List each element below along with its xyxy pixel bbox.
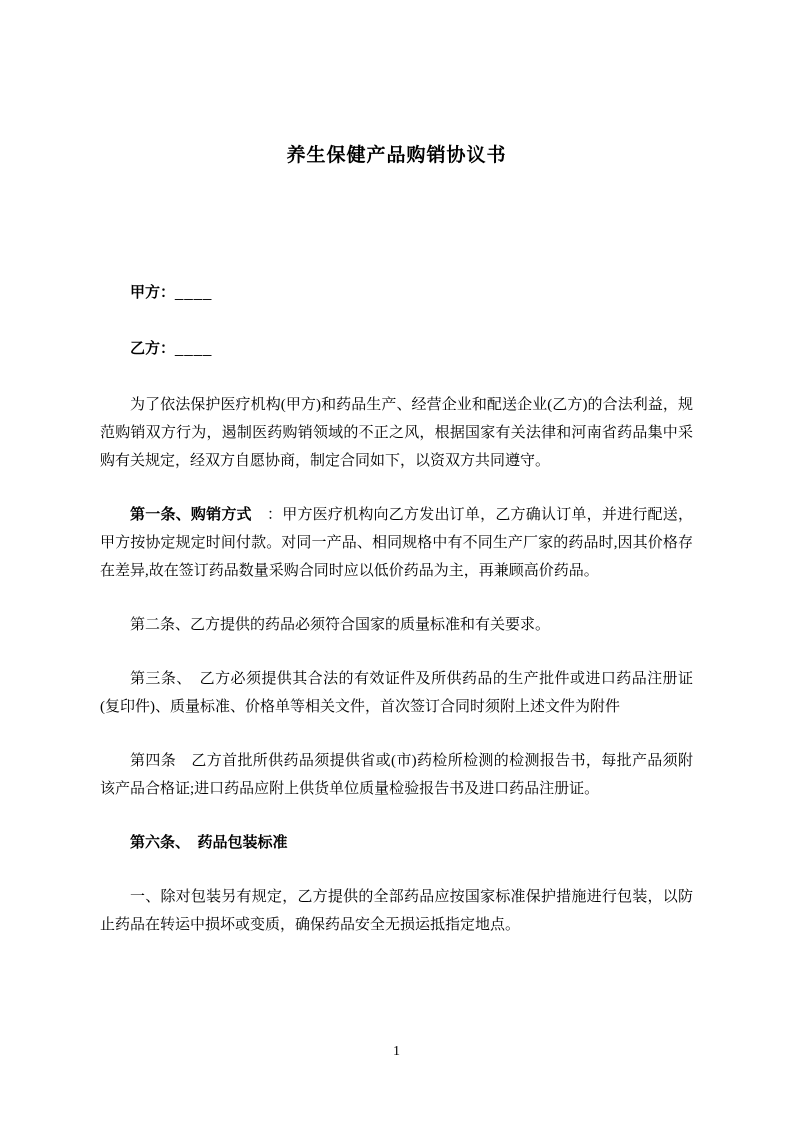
clause-heading: 第六条、 药品包装标准	[130, 835, 288, 851]
clause-6-heading-paragraph	[100, 829, 693, 857]
document-title: 养生保健产品购销协议书	[286, 145, 507, 166]
clause-heading: 第一条、购销方式	[130, 507, 252, 523]
preamble-paragraph	[100, 391, 693, 475]
packing-item-paragraph	[100, 883, 693, 939]
clause-3-paragraph	[100, 665, 693, 721]
paragraph-text: 第四条 乙方首批所供药品须提供省或(市)药检所检测的检测报告书，每批产品须附该产品合格证;进口药品应附上供货单位质量检验报告书及进口药品注册证。	[100, 753, 693, 797]
party-a-blank: ____	[175, 284, 213, 301]
paragraph-text: 第二条、乙方提供的药品必须符合国家的质量标准和有关要求。	[130, 617, 551, 633]
party-b-blank: ____	[175, 340, 213, 357]
party-b-line	[100, 335, 693, 363]
party-b-label: 乙方：	[130, 340, 176, 357]
clause-2-paragraph	[100, 611, 693, 639]
party-a-line	[100, 279, 693, 307]
clause-4-paragraph	[100, 747, 693, 803]
paragraph-text: 为了依法保护医疗机构(甲方)和药品生产、经营企业和配送企业(乙方)的合法利益，规范购销双方行为，遏制医药购销领域的不正之风，根据国家有关法律和河南省药品集中采购有关规定，经双方自愿协商，制定合同如下，以资双方共同遵守。	[100, 397, 693, 469]
page-number: 1	[393, 1044, 400, 1059]
paragraph-text: ：甲方医疗机构向乙方发出订单，乙方确认订单，并进行配送，甲方按协定规定时间付款。对同一产品、相同规格中有不同生产厂家的药品时,因其价格存在差异,故在签订药品数量采购合同时应以低价药品为主，再兼顾高价药品。	[100, 507, 693, 579]
clause-1-paragraph	[100, 501, 693, 585]
party-a-label: 甲方：	[130, 284, 176, 301]
paragraph-text: 第三条、 乙方必须提供其合法的有效证件及所供药品的生产批件或进口药品注册证(复印件)、质量标准、价格单等相关文件，首次签订合同时须附上述文件为附件	[100, 671, 693, 715]
paragraph-text: 一、除对包装另有规定，乙方提供的全部药品应按国家标准保护措施进行包装，以防止药品在转运中损坏或变质，确保药品安全无损运抵指定地点。	[100, 889, 693, 933]
